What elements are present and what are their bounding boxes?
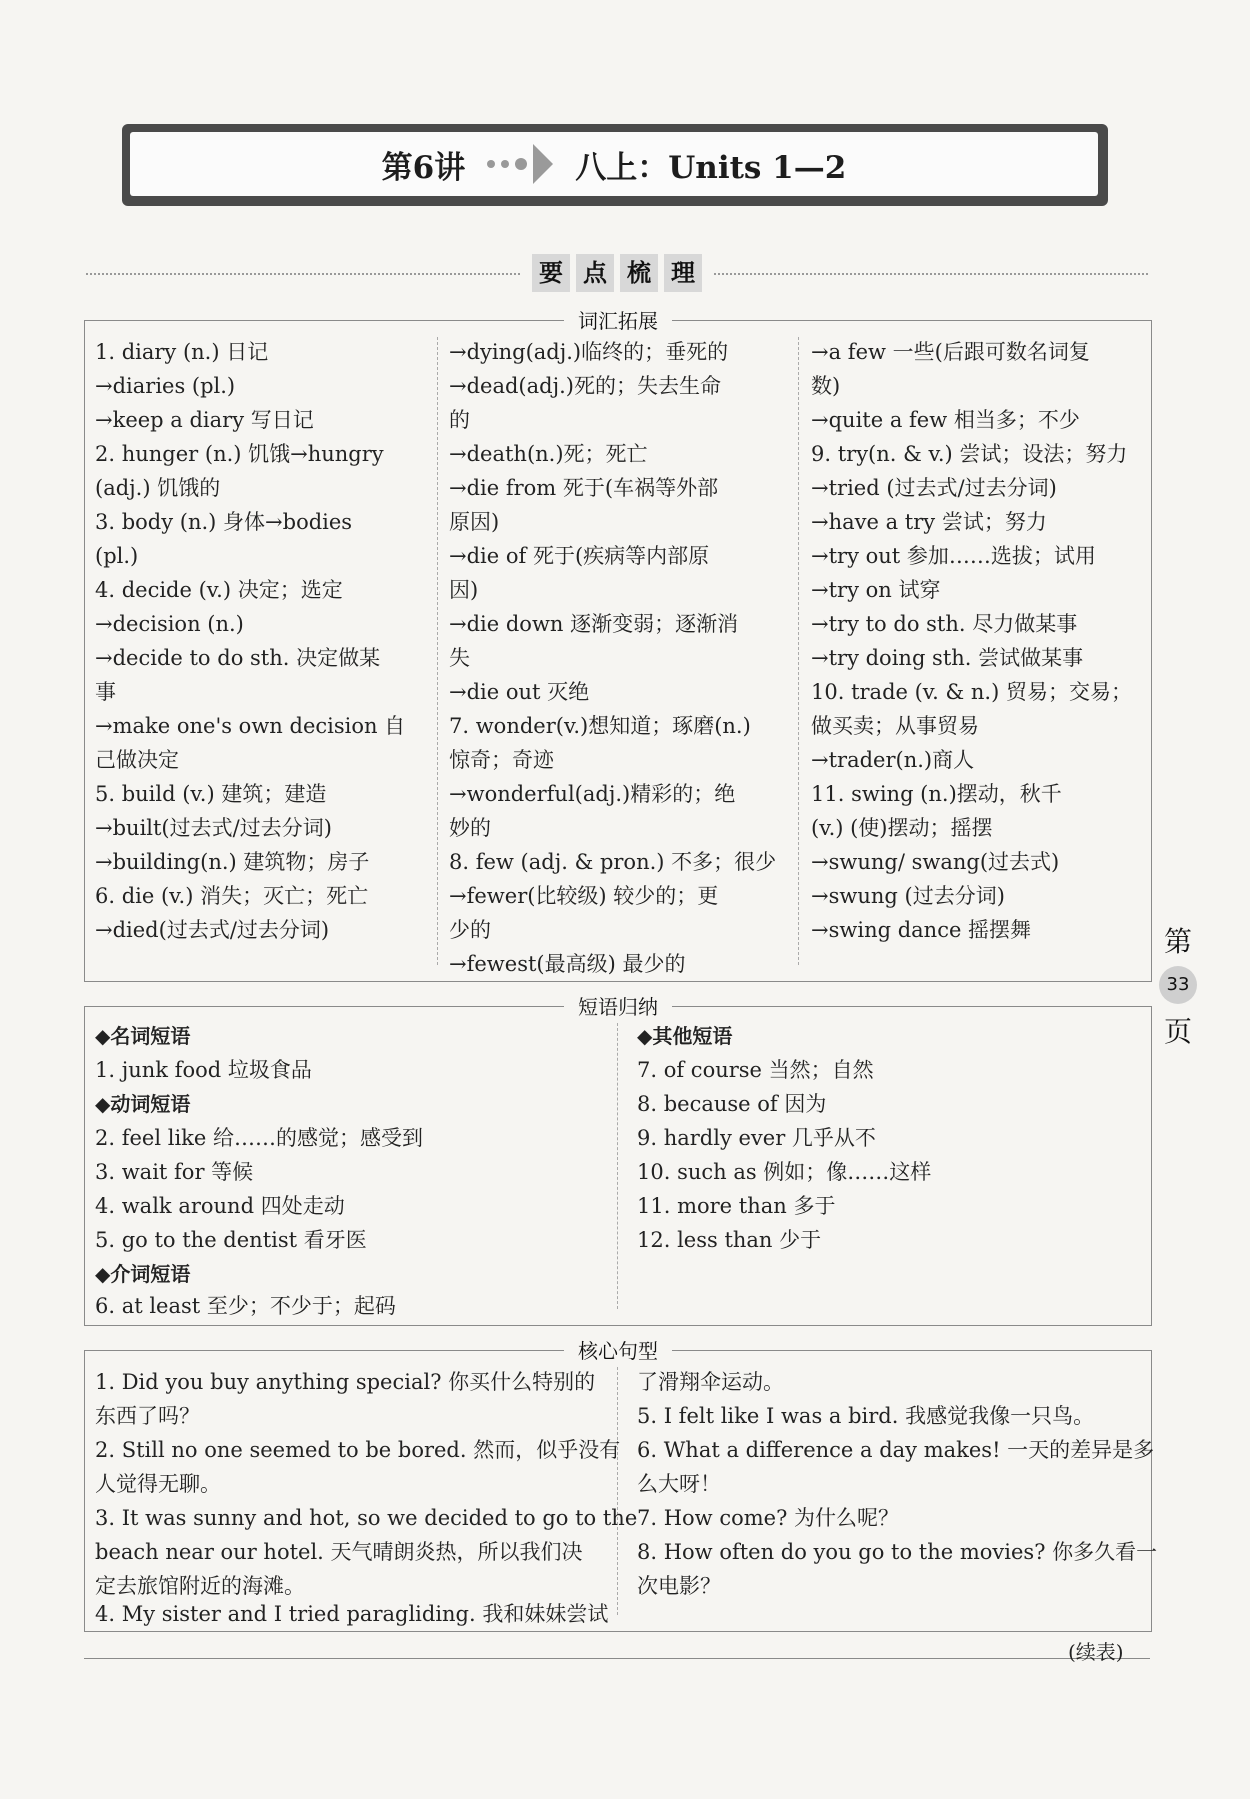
- page-tab-bottom: 页: [1163, 1015, 1192, 1048]
- heading-char: 要: [532, 254, 570, 292]
- sentence-line: 定去旅馆附近的海滩。: [95, 1574, 305, 1598]
- phrases-label: 短语归纳: [564, 991, 672, 1020]
- vocab-line: 1. diary (n.) 日记: [95, 340, 269, 364]
- sentence-line: 东西了吗？: [95, 1404, 200, 1428]
- vocab-line: 数): [811, 374, 841, 398]
- vocab-line: 失: [449, 646, 470, 670]
- phrase-item: 5. go to the dentist 看牙医: [95, 1228, 367, 1252]
- vocab-line: →dying(adj.)临终的；垂死的: [449, 340, 729, 364]
- phrase-category: ◆动词短语: [95, 1092, 191, 1116]
- vocab-line: →try doing sth. 尝试做某事: [811, 646, 1084, 670]
- vocab-line: 少的: [449, 918, 491, 942]
- vocab-line: →swung (过去分词): [811, 884, 1005, 908]
- vocab-line: 4. decide (v.) 决定；选定: [95, 578, 343, 602]
- sentence-line: beach near our hotel. 天气晴朗炎热，所以我们决: [95, 1540, 583, 1564]
- phrase-item: 1. junk food 垃圾食品: [95, 1058, 312, 1082]
- sentence-line: 3. It was sunny and hot, so we decided to go to the: [95, 1506, 638, 1530]
- vocab-line: 10. trade (v. & n.) 贸易；交易；: [811, 680, 1132, 704]
- vocab-line: 因): [449, 578, 479, 602]
- vocab-line: (v.) (使)摆动；摇摆: [811, 816, 993, 840]
- vocab-line: →swung/ swang(过去式): [811, 850, 1060, 874]
- vocab-line: →tried (过去式/过去分词): [811, 476, 1057, 500]
- section-heading: [86, 254, 1148, 294]
- phrase-category: ◆其他短语: [637, 1024, 733, 1048]
- vocab-line: →die out 灭绝: [449, 680, 590, 704]
- vocab-line: 5. build (v.) 建筑；建造: [95, 782, 327, 806]
- vocab-line: →a few 一些(后跟可数名词复: [811, 340, 1090, 364]
- vocab-line: 2. hunger (n.) 饥饿→hungry: [95, 442, 384, 466]
- phrase-category: ◆名词短语: [95, 1024, 191, 1048]
- heading-char: 点: [576, 254, 614, 292]
- phrases-box: [84, 995, 1152, 1326]
- vocab-line: →died(过去式/过去分词): [95, 918, 330, 942]
- vocab-line: 6. die (v.) 消失；灭亡；死亡: [95, 884, 369, 908]
- vocab-line: →die down 逐渐变弱；逐渐消: [449, 612, 739, 636]
- vocab-line: →decision (n.): [95, 612, 244, 636]
- vocab-line: (pl.): [95, 544, 139, 568]
- vocab-label: 词汇拓展: [564, 305, 672, 334]
- phrase-item: 12. less than 少于: [637, 1228, 822, 1252]
- sentence-line: 1. Did you buy anything special? 你买什么特别的: [95, 1370, 596, 1394]
- phrase-item: 8. because of 因为: [637, 1092, 827, 1116]
- vocab-line: →trader(n.)商人: [811, 748, 975, 772]
- vocab-line: →die of 死于(疾病等内部原: [449, 544, 710, 568]
- vocab-line: 3. body (n.) 身体→bodies: [95, 510, 353, 534]
- vocab-line: 9. try(n. & v.) 尝试；设法；努力: [811, 442, 1128, 466]
- page-number-tab: [1150, 920, 1206, 1050]
- vocab-line: 8. few (adj. & pron.) 不多；很少: [449, 850, 777, 874]
- sentences-box: [84, 1339, 1158, 1632]
- phrase-item: 11. more than 多于: [637, 1194, 836, 1218]
- vocab-line: →die from 死于(车祸等外部: [449, 476, 719, 500]
- title-banner: [122, 124, 1108, 206]
- sentence-line: 么大呀！: [637, 1472, 721, 1496]
- continued-note: (续表): [1068, 1640, 1124, 1664]
- sentence-line: 2. Still no one seemed to be bored. 然而，似乎没有: [95, 1438, 621, 1462]
- vocab-line: →built(过去式/过去分词): [95, 816, 332, 840]
- phrase-item: 3. wait for 等候: [95, 1160, 254, 1184]
- vocab-line: 妙的: [449, 816, 491, 840]
- vocab-line: 己做决定: [95, 748, 179, 772]
- vocab-line: →quite a few 相当多；不少: [811, 408, 1080, 432]
- vocab-line: →fewer(比较级) 较少的；更: [449, 884, 719, 908]
- phrase-item: 7. of course 当然；自然: [637, 1058, 874, 1082]
- vocab-line: →make one's own decision 自: [95, 714, 406, 738]
- sentence-line: 次电影？: [637, 1574, 721, 1598]
- phrase-item: 9. hardly ever 几乎从不: [637, 1126, 876, 1150]
- vocab-line: 11. swing (n.)摆动，秋千: [811, 782, 1062, 806]
- vocab-line: →fewest(最高级) 最少的: [449, 952, 686, 976]
- vocab-line: 惊奇；奇迹: [449, 748, 554, 772]
- vocab-line: →decide to do sth. 决定做某: [95, 646, 381, 670]
- vocab-line: →keep a diary 写日记: [95, 408, 314, 432]
- vocab-line: →swing dance 摇摆舞: [811, 918, 1032, 942]
- sentence-line: 8. How often do you go to the movies? 你多久看一: [637, 1540, 1158, 1564]
- vocab-line: →have a try 尝试；努力: [811, 510, 1047, 534]
- vocab-line: →dead(adj.)死的；失去生命: [449, 374, 721, 398]
- vocab-line: →death(n.)死；死亡: [449, 442, 648, 466]
- phrase-item: 6. at least 至少；不少于；起码: [95, 1294, 396, 1318]
- sentence-line: 6. What a difference a day makes! 一天的差异是多: [637, 1438, 1155, 1462]
- sentences-label: 核心句型: [564, 1335, 672, 1364]
- bottom-divider: [84, 1658, 1150, 1659]
- heading-char: 理: [664, 254, 702, 292]
- vocab-line: 7. wonder(v.)想知道；琢磨(n.): [449, 714, 751, 738]
- sentence-line: 5. I felt like I was a bird. 我感觉我像一只鸟。: [637, 1404, 1095, 1428]
- vocab-line: →wonderful(adj.)精彩的；绝: [449, 782, 736, 806]
- phrase-item: 4. walk around 四处走动: [95, 1194, 345, 1218]
- lesson-number: 第6讲: [381, 149, 466, 186]
- phrase-item: 10. such as 例如；像……这样: [637, 1160, 932, 1184]
- page-number: 33: [1159, 966, 1197, 1004]
- sentence-line: 了滑翔伞运动。: [637, 1370, 784, 1394]
- phrase-category: ◆介词短语: [95, 1262, 191, 1286]
- unit-title: 八上：Units 1—2: [575, 149, 847, 186]
- sentence-line: 4. My sister and I tried paragliding. 我和妹妹尝试: [95, 1602, 609, 1626]
- vocab-line: 事: [95, 680, 116, 704]
- vocab-line: →try out 参加……选拔；试用: [811, 544, 1096, 568]
- arrow-dots-icon: [487, 144, 553, 184]
- vocab-box: [84, 309, 1152, 982]
- vocab-line: →try to do sth. 尽力做某事: [811, 612, 1078, 636]
- vocab-line: →building(n.) 建筑物；房子: [95, 850, 370, 874]
- vocab-line: →try on 试穿: [811, 578, 941, 602]
- vocab-line: 做买卖；从事贸易: [811, 714, 979, 738]
- vocab-line: 原因): [449, 510, 500, 534]
- vocab-line: (adj.) 饥饿的: [95, 476, 221, 500]
- page-tab-top: 第: [1163, 925, 1192, 958]
- sentence-line: 人觉得无聊。: [95, 1472, 221, 1496]
- sentence-line: 7. How come? 为什么呢？: [637, 1506, 899, 1530]
- phrase-item: 2. feel like 给……的感觉；感受到: [95, 1126, 423, 1150]
- vocab-line: →diaries (pl.): [95, 374, 236, 398]
- vocab-line: 的: [449, 408, 470, 432]
- heading-char: 梳: [620, 254, 658, 292]
